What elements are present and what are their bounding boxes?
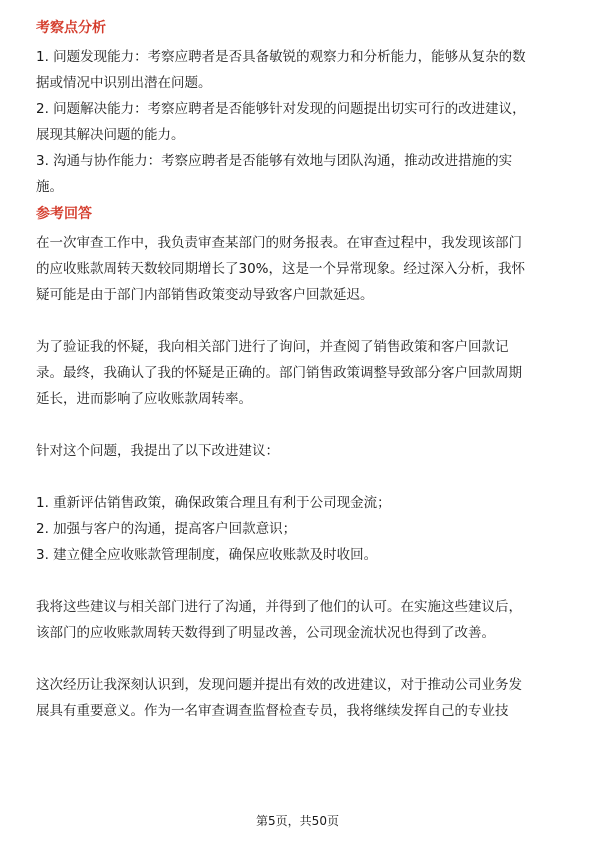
list-item: 1. 重新评估销售政策，确保政策合理且有利于公司现金流； — [36, 495, 391, 511]
paragraph-line: 该部门的应收账款周转天数得到了明显改善，公司现金流状况也得到了改善。 — [36, 625, 495, 641]
analysis-line: 据或情况中识别出潜在问题。 — [36, 75, 212, 91]
paragraph-line: 的应收账款周转天数较同期增长了30%，这是一个异常现象。经过深入分析，我怀 — [36, 261, 526, 277]
list-item: 3. 建立健全应收账款管理制度，确保应收账款及时收回。 — [36, 547, 378, 563]
answer-paragraph-5 — [36, 672, 564, 724]
paragraph-line: 疑可能是由于部门内部销售政策变动导致客户回款延迟。 — [36, 287, 374, 303]
document-page — [36, 18, 564, 724]
answer-paragraph-1 — [36, 230, 564, 308]
answer-heading: 参考回答 — [36, 206, 92, 222]
analysis-line: 施。 — [36, 179, 63, 195]
answer-paragraph-2 — [36, 334, 564, 412]
analysis-line: 1. 问题发现能力：考察应聘者是否具备敏锐的观察力和分析能力，能够从复杂的数 — [36, 49, 526, 65]
list-item: 2. 加强与客户的沟通，提高客户回款意识； — [36, 521, 297, 537]
analysis-line: 2. 问题解决能力：考察应聘者是否能够针对发现的问题提出切实可行的改进建议， — [36, 101, 526, 117]
paragraph-line: 我将这些建议与相关部门进行了沟通，并得到了他们的认可。在实施这些建议后， — [36, 599, 522, 615]
page-footer: 第5页，共50页 — [256, 814, 339, 828]
paragraph-line: 录。最终，我确认了我的怀疑是正确的。部门销售政策调整导致部分客户回款周期 — [36, 365, 522, 381]
answer-paragraph-3: 针对这个问题，我提出了以下改进建议： — [36, 443, 279, 459]
paragraph-line: 这次经历让我深刻认识到，发现问题并提出有效的改进建议，对于推动公司业务发 — [36, 677, 522, 693]
paragraph-line: 展具有重要意义。作为一名审查调查监督检查专员，我将继续发挥自己的专业技 — [36, 703, 509, 719]
paragraph-line: 延长，进而影响了应收账款周转率。 — [36, 391, 252, 407]
analysis-heading: 考察点分析 — [36, 20, 106, 36]
analysis-line: 展现其解决问题的能力。 — [36, 127, 185, 143]
answer-paragraph-4 — [36, 594, 564, 646]
paragraph-line: 为了验证我的怀疑，我向相关部门进行了询问，并查阅了销售政策和客户回款记 — [36, 339, 509, 355]
analysis-list — [36, 44, 564, 200]
paragraph-line: 在一次审查工作中，我负责审查某部门的财务报表。在审查过程中，我发现该部门 — [36, 235, 522, 251]
analysis-line: 3. 沟通与协作能力：考察应聘者是否能够有效地与团队沟通，推动改进措施的实 — [36, 153, 513, 169]
suggestion-list — [36, 490, 564, 568]
